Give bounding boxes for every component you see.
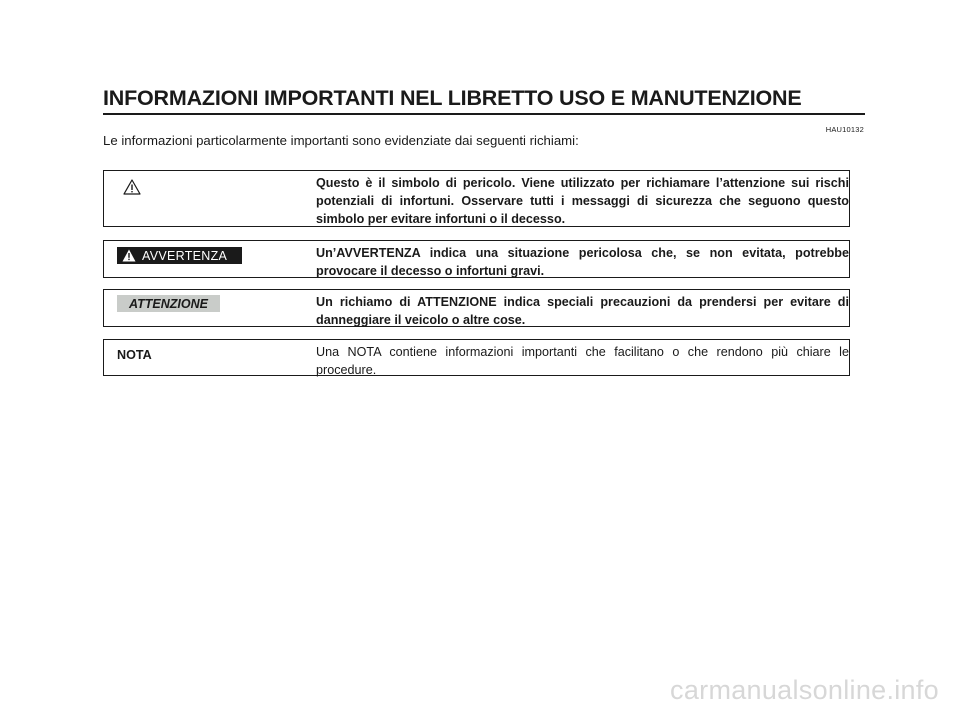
notice-caution xyxy=(103,289,850,327)
notice-hazard-symbol xyxy=(103,170,850,227)
notice-label-cell xyxy=(104,241,289,277)
note-label: NOTA xyxy=(117,348,152,362)
notice-label-cell xyxy=(104,340,289,375)
page-title: INFORMAZIONI IMPORTANTI NEL LIBRETTO USO E MANUTENZIONE xyxy=(103,86,802,110)
notice-description: Un’AVVERTENZA indica una situazione pericolosa che, se non evitata, potrebbe provocare il decesso o infortuni gravi. xyxy=(316,246,849,278)
notice-label-cell xyxy=(104,290,289,326)
title-underline xyxy=(103,113,865,115)
notice-description: Una NOTA contiene informazioni importanti che facilitano o che rendono più chiare le procedure. xyxy=(316,345,849,377)
warning-label xyxy=(117,247,242,264)
notice-description: Un richiamo di ATTENZIONE indica speciali precauzioni da prendersi per evitare di danneggiare il veicolo o altre cose. xyxy=(316,295,849,327)
caution-label: ATTENZIONE xyxy=(117,295,220,312)
notice-warning xyxy=(103,240,850,278)
notice-note xyxy=(103,339,850,376)
warning-label-text: AVVERTENZA xyxy=(142,248,228,263)
watermark: carmanualsonline.info xyxy=(670,675,939,705)
hazard-triangle-icon xyxy=(123,179,141,195)
notice-description: Questo è il simbolo di pericolo. Viene utilizzato per richiamare l’attenzione sui rischi potenziali di infortuni. Osservare tutti i messaggi di sicurezza che seguono questo simbolo per evitare infortuni o il decesso. xyxy=(316,176,849,226)
notice-label-cell xyxy=(104,171,289,226)
intro-text: Le informazioni particolarmente importanti sono evidenziate dai seguenti richiami: xyxy=(103,133,579,148)
section-code: HAU10132 xyxy=(825,125,864,134)
hazard-triangle-icon xyxy=(122,249,136,262)
